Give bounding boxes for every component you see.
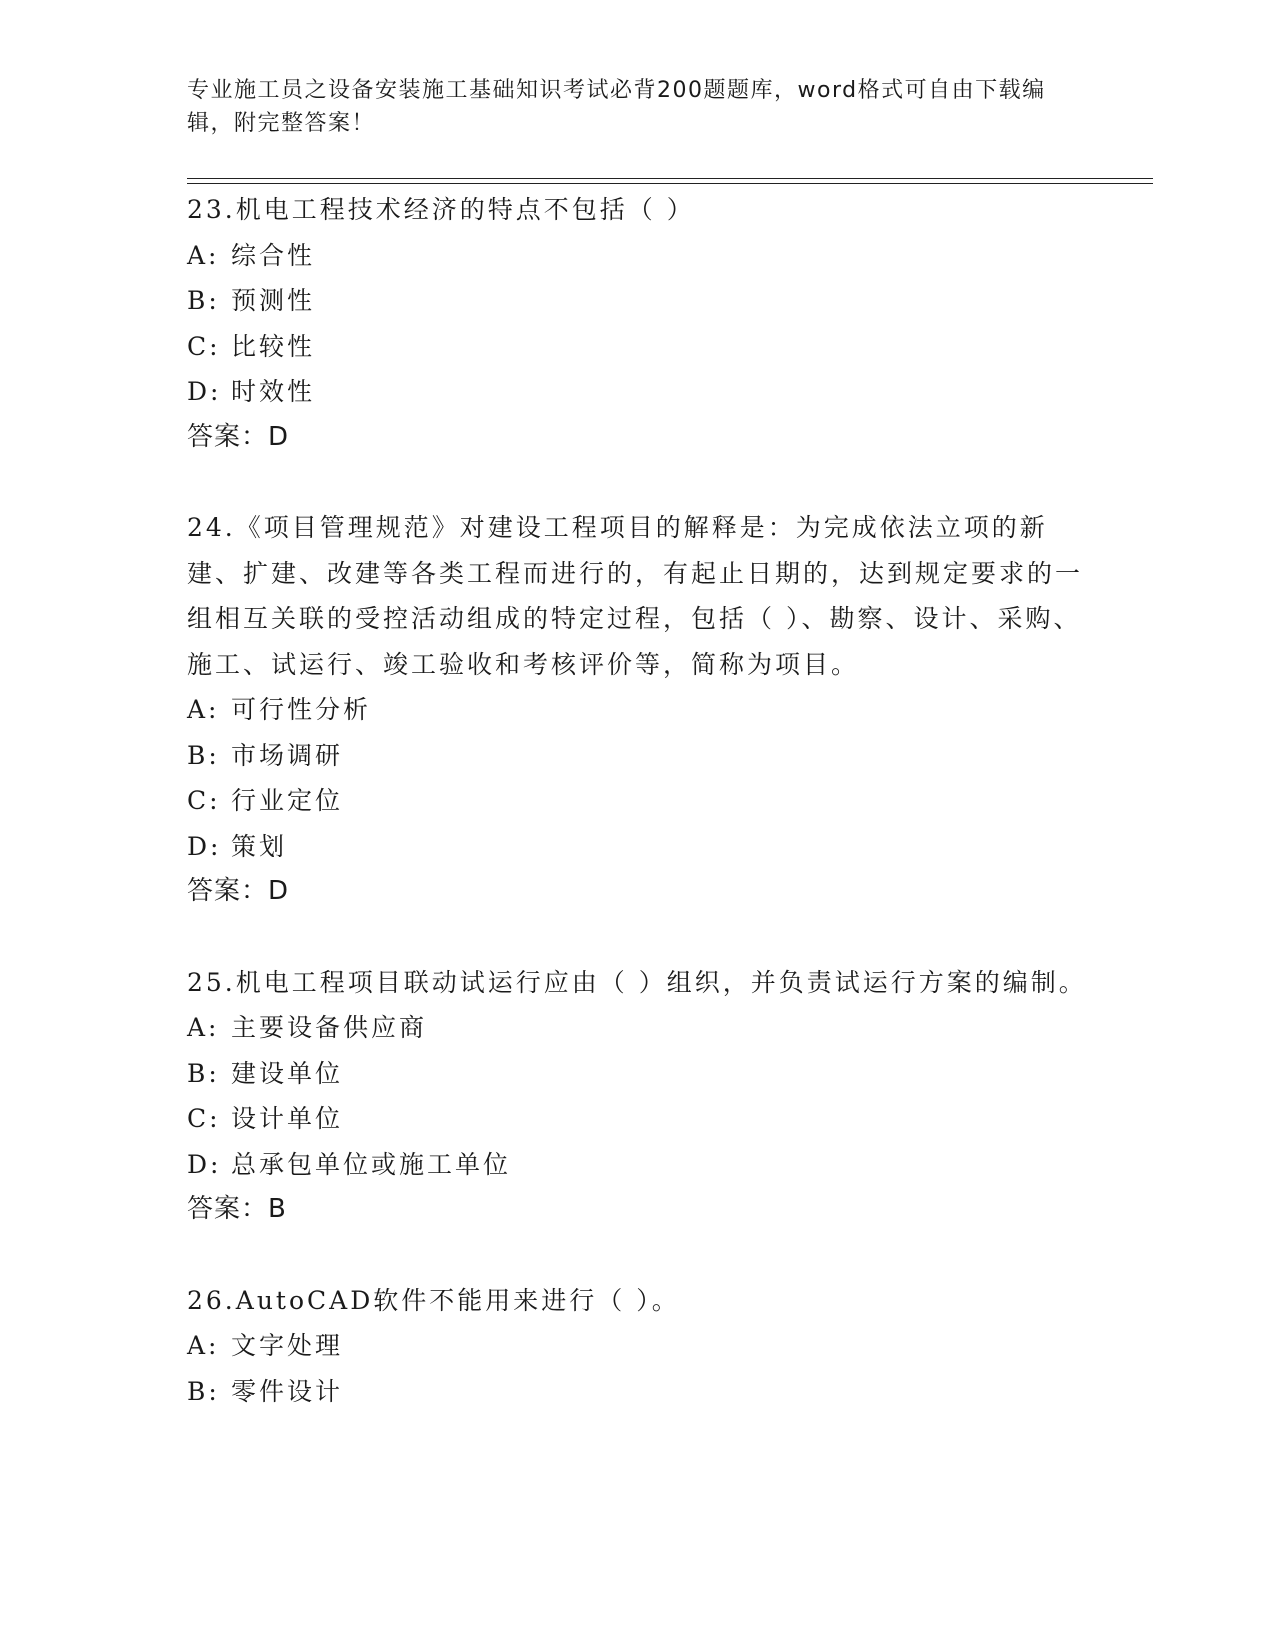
option-key: A: [187, 1331, 220, 1360]
option-text: 文字处理 [231, 1331, 344, 1360]
option-text: 总承包单位或施工单位 [231, 1149, 512, 1179]
question-list [187, 187, 1087, 1414]
option-text: 建设单位 [231, 1058, 344, 1088]
option-b [187, 1369, 1087, 1415]
header-divider-top [187, 178, 1153, 179]
option-text: 比较性 [231, 331, 316, 361]
option-d [187, 824, 1087, 870]
option-key: C: [187, 331, 221, 361]
option-text: 策划 [231, 831, 288, 861]
question-text: 《项目管理规范》对建设工程项目的解释是：为完成依法立项的新建、扩建、改建等各类工程而进行的，有起止日期的，达到规定要求的一组相互关联的受控活动组成的特定过程，包括（ ）、勘察、设计、采购、施工、试运行、竣工验收和考核评价等，简称为项目。 [187, 513, 1084, 679]
question-number: 24. [187, 513, 236, 542]
answer-line: 答案：D [187, 876, 290, 906]
option-text: 行业定位 [231, 786, 344, 815]
document-header: 专业施工员之设备安装施工基础知识考试必背200题题库，word格式可自由下载编辑，附完整答案！ [187, 78, 1046, 136]
option-key: C: [187, 786, 221, 815]
option-b [187, 733, 1087, 779]
option-b [187, 278, 1087, 324]
option-key: A: [187, 695, 220, 724]
option-text: 时效性 [231, 377, 316, 406]
option-key: C: [187, 1104, 221, 1133]
question-number: 23. [187, 195, 236, 224]
question-number: 25. [187, 967, 236, 997]
option-text: 可行性分析 [231, 695, 372, 724]
option-text: 设计单位 [231, 1104, 344, 1133]
option-key: D: [187, 1149, 222, 1179]
option-key: D: [187, 377, 222, 406]
answer-line: 答案：B [187, 1194, 287, 1224]
option-key: A: [187, 1013, 220, 1042]
question-24 [187, 505, 1087, 915]
option-key: B: [187, 1376, 220, 1406]
option-key: B: [187, 1058, 220, 1088]
option-text: 综合性 [231, 240, 316, 270]
answer-line: 答案：D [187, 421, 290, 452]
option-b [187, 1051, 1087, 1097]
option-c [187, 778, 1087, 824]
question-stem [187, 960, 1087, 1006]
option-c [187, 1096, 1087, 1142]
option-text: 预测性 [231, 286, 316, 315]
question-text: AutoCAD软件不能用来进行（ ）。 [235, 1285, 680, 1315]
option-key: B: [187, 286, 220, 315]
header-divider-bottom [187, 183, 1153, 184]
option-c [187, 324, 1087, 370]
option-d [187, 369, 1087, 415]
option-key: A: [187, 240, 220, 270]
option-a [187, 687, 1087, 733]
option-key: B: [187, 740, 220, 770]
question-stem [187, 1278, 1087, 1324]
question-25 [187, 960, 1087, 1233]
option-text: 零件设计 [231, 1376, 344, 1406]
question-23 [187, 187, 1087, 460]
option-a [187, 233, 1087, 279]
option-key: D: [187, 831, 222, 861]
question-26 [187, 1278, 1087, 1415]
question-stem [187, 187, 1087, 233]
question-stem [187, 505, 1087, 687]
question-text: 机电工程技术经济的特点不包括（ ） [235, 195, 695, 224]
option-a [187, 1323, 1087, 1369]
question-text: 机电工程项目联动试运行应由（ ）组织，并负责试运行方案的编制。 [235, 967, 1087, 997]
option-text: 市场调研 [231, 740, 344, 770]
option-a [187, 1005, 1087, 1051]
option-d [187, 1142, 1087, 1188]
option-text: 主要设备供应商 [231, 1013, 428, 1042]
question-number: 26. [187, 1285, 236, 1315]
